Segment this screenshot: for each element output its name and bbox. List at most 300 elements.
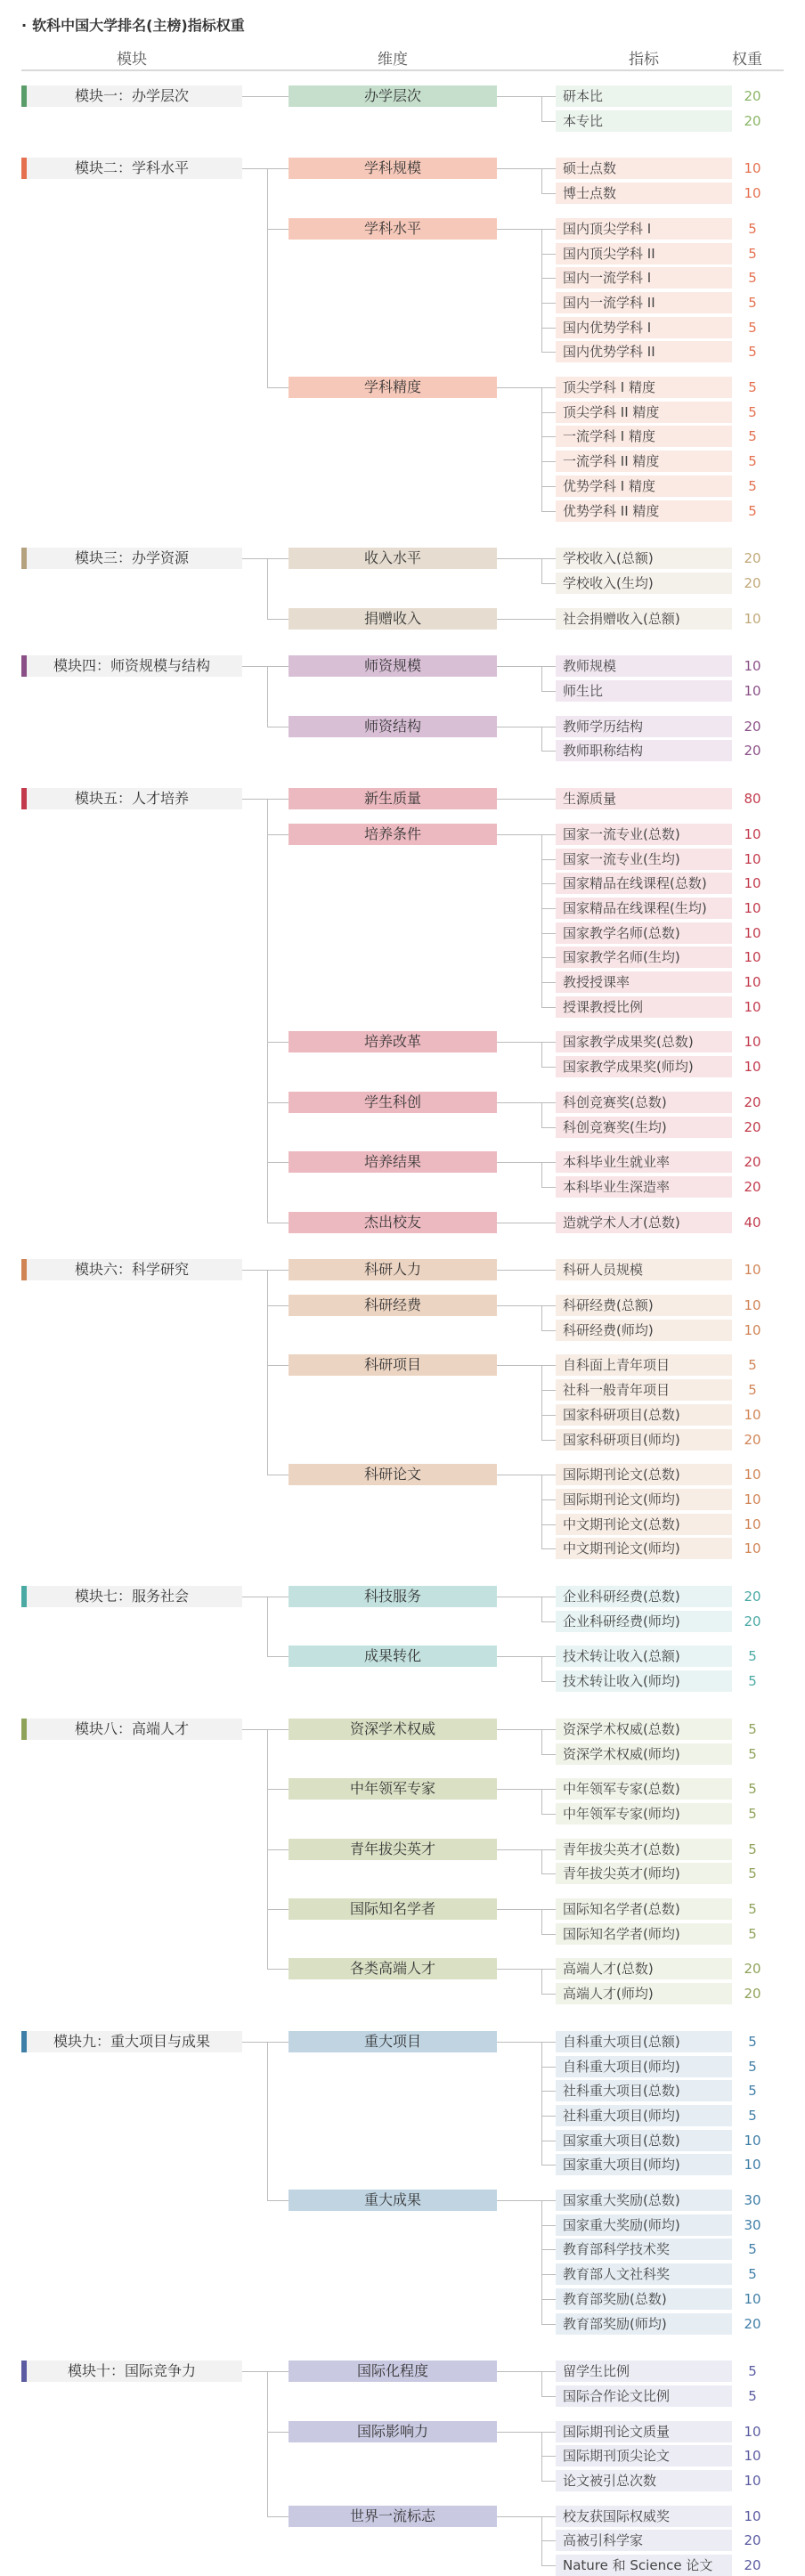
header-indicator: 指标 xyxy=(629,51,659,69)
indicator-branch xyxy=(541,511,556,512)
header-divider xyxy=(21,69,784,71)
weight-value: 20 xyxy=(744,2557,761,2574)
dimension-label: 中年领军专家 xyxy=(289,1778,497,1800)
indicator-spine xyxy=(541,666,542,692)
dimension-branch xyxy=(267,1969,289,1970)
dimension-branch xyxy=(267,1789,289,1790)
indicator-label: 教师职称结构 xyxy=(556,740,732,761)
indicator-label: 国家教学名师(生均) xyxy=(556,947,732,968)
indicator-branch xyxy=(541,2456,556,2457)
indicator-label: 自科面上青年项目 xyxy=(556,1354,732,1376)
indicator-branch xyxy=(541,2116,556,2117)
indicator-label: 国家科研项目(师均) xyxy=(556,1429,732,1451)
dim-connector xyxy=(497,168,541,169)
indicator-branch xyxy=(541,2540,556,2541)
indicator-branch xyxy=(541,1681,556,1682)
indicator-label: 科创竞赛奖(总数) xyxy=(556,1092,732,1113)
dimension-label: 师资规模 xyxy=(289,655,497,677)
indicator-label: 师生比 xyxy=(556,680,732,702)
indicator-branch xyxy=(541,1499,556,1500)
weight-value: 10 xyxy=(744,610,761,627)
dimension-label: 培养结果 xyxy=(289,1151,497,1173)
weight-value: 5 xyxy=(748,344,757,361)
weight-value: 5 xyxy=(748,1648,757,1665)
weight-value: 20 xyxy=(744,574,761,591)
indicator-label: 中年领军专家(总数) xyxy=(556,1778,732,1800)
indicator-label: 国家教学成果奖(师均) xyxy=(556,1056,732,1077)
module-connector xyxy=(242,1729,267,1730)
indicator-label: 教师规模 xyxy=(556,655,732,677)
dimension-label: 学科规模 xyxy=(289,158,497,179)
indicator-label: 顶尖学科 I 精度 xyxy=(556,377,732,398)
weight-value: 5 xyxy=(748,1841,757,1857)
module-label: 模块七：服务社会 xyxy=(21,1586,242,1607)
indicator-label: Nature 和 Science 论文 xyxy=(556,2555,732,2576)
dim-connector xyxy=(497,1365,541,1366)
indicator-branch xyxy=(541,2481,556,2482)
module-color-bar xyxy=(21,85,27,107)
dim-connector xyxy=(497,834,541,835)
weight-value: 10 xyxy=(744,2423,761,2440)
indicator-spine xyxy=(541,558,542,584)
weight-value: 10 xyxy=(744,2473,761,2489)
module-color-bar xyxy=(21,2031,27,2052)
indicator-label: 国际期刊论文(总数) xyxy=(556,1464,732,1485)
indicator-branch xyxy=(541,1415,556,1416)
weight-value: 20 xyxy=(744,1154,761,1171)
weight-value: 10 xyxy=(744,949,761,966)
dim-connector xyxy=(497,666,541,667)
indicator-branch xyxy=(541,1754,556,1755)
indicator-branch xyxy=(541,168,556,169)
dimension-label: 青年拔尖英才 xyxy=(289,1839,497,1860)
indicator-branch xyxy=(541,352,556,353)
dimension-label: 科研论文 xyxy=(289,1464,497,1485)
indicator-label: 科研人员规模 xyxy=(556,1259,732,1280)
dim-connector xyxy=(497,2042,541,2043)
indicator-branch xyxy=(541,1814,556,1815)
indicator-label: 国内一流学科 II xyxy=(556,292,732,313)
weight-value: 5 xyxy=(748,1673,757,1690)
dimension-branch xyxy=(267,168,289,169)
indicator-branch xyxy=(541,1873,556,1874)
weight-value: 10 xyxy=(744,924,761,941)
indicator-label: 一流学科 II 精度 xyxy=(556,451,732,472)
dimension-label: 重大项目 xyxy=(289,2031,497,2052)
weight-value: 20 xyxy=(744,1178,761,1195)
indicator-label: 中年领军专家(师均) xyxy=(556,1803,732,1824)
dimension-label: 科研项目 xyxy=(289,1354,497,1376)
dimension-branch xyxy=(267,2042,289,2043)
module-color-bar xyxy=(21,655,27,677)
indicator-branch xyxy=(541,2432,556,2433)
indicator-spine xyxy=(541,1656,542,1682)
indicator-label: 教育部科学技术奖 xyxy=(556,2239,732,2260)
weight-value: 20 xyxy=(744,88,761,104)
indicator-branch xyxy=(541,2565,556,2566)
indicator-label: 国内优势学科 I xyxy=(556,317,732,338)
indicator-branch xyxy=(541,2324,556,2325)
dimension-branch xyxy=(267,1042,289,1043)
indicator-spine xyxy=(541,229,542,353)
dim-connector xyxy=(497,96,541,97)
dimension-branch xyxy=(267,799,289,800)
dimension-branch xyxy=(267,666,289,667)
indicator-label: 高端人才(师均) xyxy=(556,1983,732,2004)
indicator-label: 教育部人文社科奖 xyxy=(556,2263,732,2285)
indicator-spine xyxy=(541,1597,542,1622)
weight-value: 20 xyxy=(744,1613,761,1629)
indicator-label: 顶尖学科 II 精度 xyxy=(556,402,732,423)
header-module: 模块 xyxy=(117,51,147,69)
weight-value: 30 xyxy=(744,2192,761,2208)
indicator-spine xyxy=(541,2042,542,2166)
dim-connector xyxy=(497,1656,541,1657)
indicator-branch xyxy=(541,1127,556,1128)
dimension-label: 杰出校友 xyxy=(289,1212,497,1233)
module-color-bar xyxy=(21,2361,27,2382)
indicator-branch xyxy=(541,883,556,884)
weight-value: 5 xyxy=(748,1865,757,1882)
indicator-branch xyxy=(541,691,556,692)
indicator-branch xyxy=(541,121,556,122)
dimension-label: 国际知名学者 xyxy=(289,1898,497,1920)
dim-connector xyxy=(497,1789,541,1790)
weight-value: 5 xyxy=(748,2241,757,2258)
dimension-branch xyxy=(267,387,289,388)
indicator-branch xyxy=(541,412,556,413)
weight-value: 5 xyxy=(748,319,757,336)
indicator-branch xyxy=(541,1909,556,1910)
weight-value: 5 xyxy=(748,477,757,494)
indicator-branch xyxy=(541,908,556,909)
dimension-label: 师资结构 xyxy=(289,716,497,737)
dimension-spine xyxy=(267,1597,268,1657)
dim-connector xyxy=(497,1270,541,1271)
indicator-branch xyxy=(541,96,556,97)
dim-connector xyxy=(497,387,541,388)
indicator-label: 国家精品在线课程(生均) xyxy=(556,898,732,919)
dimension-branch xyxy=(267,1102,289,1103)
indicator-spine xyxy=(541,1305,542,1331)
dimension-branch xyxy=(267,1365,289,1366)
indicator-label: 科研经费(师均) xyxy=(556,1320,732,1341)
weight-value: 40 xyxy=(744,1214,761,1231)
indicator-branch xyxy=(541,2225,556,2226)
indicator-label: 企业科研经费(师均) xyxy=(556,1611,732,1632)
indicator-branch xyxy=(541,982,556,983)
indicator-spine xyxy=(541,1849,542,1875)
weight-value: 5 xyxy=(748,1781,757,1798)
weight-value: 10 xyxy=(744,1262,761,1279)
module-label: 模块一：办学层次 xyxy=(21,85,242,107)
indicator-spine xyxy=(541,1909,542,1935)
weight-value: 10 xyxy=(744,974,761,990)
indicator-label: 国家教学名师(总数) xyxy=(556,922,732,944)
weight-value: 20 xyxy=(744,1589,761,1605)
indicator-branch xyxy=(541,751,556,752)
indicator-label: 技术转让收入(总额) xyxy=(556,1646,732,1667)
weight-value: 20 xyxy=(744,550,761,567)
indicator-branch xyxy=(541,1729,556,1730)
module-connector xyxy=(242,558,267,559)
dim-connector xyxy=(497,1729,541,1730)
weight-value: 5 xyxy=(748,379,757,395)
indicator-label: 国家一流专业(总数) xyxy=(556,824,732,845)
indicator-spine xyxy=(541,1969,542,1995)
module-label: 模块四：师资规模与结构 xyxy=(21,655,242,677)
module-connector xyxy=(242,96,267,97)
dimension-branch xyxy=(267,96,289,97)
weight-value: 20 xyxy=(744,1961,761,1978)
indicator-branch xyxy=(541,1330,556,1331)
indicator-branch xyxy=(541,1994,556,1995)
dimension-spine xyxy=(267,2371,268,2517)
indicator-branch xyxy=(541,799,556,800)
weight-value: 5 xyxy=(748,1382,757,1399)
weight-value: 10 xyxy=(744,658,761,675)
dim-connector xyxy=(497,1305,541,1306)
indicator-label: 教师学历结构 xyxy=(556,716,732,737)
indicator-label: 国家一流专业(生均) xyxy=(556,849,732,870)
dimension-branch xyxy=(267,1849,289,1850)
indicator-label: 中文期刊论文(师均) xyxy=(556,1538,732,1559)
indicator-branch xyxy=(541,1187,556,1188)
indicator-label: 国际知名学者(总数) xyxy=(556,1898,732,1920)
module-color-bar xyxy=(21,1586,27,1607)
indicator-label: 国家重大奖励(师均) xyxy=(556,2214,732,2236)
dimension-branch xyxy=(267,834,289,835)
indicator-label: 博士点数 xyxy=(556,183,732,204)
weight-value: 5 xyxy=(748,403,757,420)
indicator-label: 国家重大奖励(总数) xyxy=(556,2190,732,2211)
weight-value: 10 xyxy=(744,1321,761,1338)
indicator-branch xyxy=(541,957,556,958)
indicator-branch xyxy=(541,2299,556,2300)
indicator-branch xyxy=(541,933,556,934)
dimension-spine xyxy=(267,666,268,727)
indicator-branch xyxy=(541,834,556,835)
indicator-branch xyxy=(541,1524,556,1525)
dimension-branch xyxy=(267,229,289,230)
indicator-branch xyxy=(541,1270,556,1271)
indicator-label: 自科重大项目(师均) xyxy=(556,2056,732,2077)
weight-value: 10 xyxy=(744,850,761,867)
indicator-branch xyxy=(541,1390,556,1391)
weight-value: 10 xyxy=(744,1406,761,1423)
dimension-label: 世界一流标志 xyxy=(289,2506,497,2527)
page-title xyxy=(21,14,245,35)
weight-value: 10 xyxy=(744,160,761,177)
dimension-label: 办学层次 xyxy=(289,85,497,107)
indicator-branch xyxy=(541,387,556,388)
dim-connector xyxy=(497,2200,541,2201)
indicator-label: 教授授课率 xyxy=(556,971,732,993)
dimension-label: 各类高端人才 xyxy=(289,1958,497,1979)
indicator-branch xyxy=(541,2396,556,2397)
indicator-spine xyxy=(541,2200,542,2325)
indicator-branch xyxy=(541,558,556,559)
indicator-branch xyxy=(541,2249,556,2250)
indicator-label: 国内一流学科 I xyxy=(556,267,732,288)
module-color-bar xyxy=(21,788,27,809)
dimension-branch xyxy=(267,619,289,620)
module-connector xyxy=(242,2042,267,2043)
dimension-label: 收入水平 xyxy=(289,548,497,569)
indicator-branch xyxy=(541,2200,556,2201)
weight-value: 5 xyxy=(748,2107,757,2124)
indicator-spine xyxy=(541,727,542,752)
weight-value: 10 xyxy=(744,2448,761,2465)
indicator-spine xyxy=(541,1162,542,1188)
weight-value: 10 xyxy=(744,1059,761,1076)
weight-value: 30 xyxy=(744,2216,761,2233)
weight-value: 10 xyxy=(744,185,761,202)
indicator-label: 国际期刊论文(师均) xyxy=(556,1489,732,1510)
dim-connector xyxy=(497,619,541,620)
indicator-label: 造就学术人才(总数) xyxy=(556,1212,732,1233)
indicator-label: 优势学科 I 精度 xyxy=(556,475,732,497)
dimension-branch xyxy=(267,1729,289,1730)
weight-value: 10 xyxy=(744,1467,761,1483)
indicator-label: 论文被引总次数 xyxy=(556,2470,732,2491)
weight-value: 20 xyxy=(744,743,761,760)
page-title-text: 软科中国大学排名(主榜)指标权重 xyxy=(32,17,245,34)
indicator-spine xyxy=(541,168,542,194)
weight-value: 20 xyxy=(744,1431,761,1448)
weight-value: 5 xyxy=(748,245,757,262)
dimension-label: 资深学术权威 xyxy=(289,1719,497,1740)
indicator-label: 社科一般青年项目 xyxy=(556,1379,732,1401)
dimension-label: 新生质量 xyxy=(289,788,497,809)
dimension-branch xyxy=(267,1305,289,1306)
indicator-branch xyxy=(541,1969,556,1970)
dimension-label: 捐赠收入 xyxy=(289,608,497,630)
weight-value: 10 xyxy=(744,998,761,1015)
dim-connector xyxy=(497,799,541,800)
indicator-label: 资深学术权威(师均) xyxy=(556,1743,732,1765)
indicator-branch xyxy=(541,1621,556,1622)
indicator-label: 青年拔尖英才(师均) xyxy=(556,1863,732,1884)
weight-value: 10 xyxy=(744,2132,761,2149)
indicator-label: 企业科研经费(总数) xyxy=(556,1586,732,1607)
indicator-branch xyxy=(541,1007,556,1008)
dim-connector xyxy=(497,1102,541,1103)
weight-value: 5 xyxy=(748,502,757,519)
indicator-branch xyxy=(541,328,556,329)
dim-connector xyxy=(497,558,541,559)
weight-value: 10 xyxy=(744,1491,761,1507)
indicator-branch xyxy=(541,1305,556,1306)
header-dimension: 维度 xyxy=(378,51,408,69)
module-label: 模块二：学科水平 xyxy=(21,158,242,179)
dim-connector xyxy=(497,1909,541,1910)
indicator-label: 硕士点数 xyxy=(556,158,732,179)
indicator-branch xyxy=(541,2371,556,2372)
weight-value: 5 xyxy=(748,2058,757,2075)
indicator-branch xyxy=(541,1067,556,1068)
bullet-dot-icon: · xyxy=(21,17,28,34)
weight-value: 10 xyxy=(744,1034,761,1051)
indicator-label: 高端人才(总数) xyxy=(556,1958,732,1979)
module-connector xyxy=(242,2371,267,2372)
indicator-branch xyxy=(541,583,556,584)
indicator-branch xyxy=(541,254,556,255)
indicator-branch xyxy=(541,1656,556,1657)
indicator-branch xyxy=(541,486,556,487)
weight-value: 5 xyxy=(748,1745,757,1762)
weight-value: 10 xyxy=(744,825,761,842)
weight-value: 20 xyxy=(744,718,761,735)
indicator-label: 国内优势学科 II xyxy=(556,341,732,362)
indicator-branch xyxy=(541,229,556,230)
weight-value: 5 xyxy=(748,2266,757,2283)
indicator-branch xyxy=(541,666,556,667)
weight-value: 5 xyxy=(748,2387,757,2404)
indicator-label: 高被引科学家 xyxy=(556,2530,732,2551)
module-label: 模块十：国际竞争力 xyxy=(21,2361,242,2382)
indicator-label: 国家重大项目(总数) xyxy=(556,2130,732,2151)
weight-value: 5 xyxy=(748,1901,757,1917)
weight-value: 20 xyxy=(744,112,761,129)
dim-connector xyxy=(497,1162,541,1163)
indicator-branch xyxy=(541,1365,556,1366)
indicator-spine xyxy=(541,96,542,122)
indicator-branch xyxy=(541,2516,556,2517)
indicator-label: 国际知名学者(师均) xyxy=(556,1923,732,1945)
indicator-branch xyxy=(541,1102,556,1103)
indicator-label: 技术转让收入(师均) xyxy=(556,1670,732,1692)
dim-connector xyxy=(497,1849,541,1850)
weight-value: 20 xyxy=(744,1093,761,1110)
dimension-label: 学科精度 xyxy=(289,377,497,398)
dimension-branch xyxy=(267,1656,289,1657)
indicator-branch xyxy=(541,1849,556,1850)
weight-value: 5 xyxy=(748,2083,757,2100)
indicator-spine xyxy=(541,387,542,512)
indicator-branch xyxy=(541,436,556,437)
module-label: 模块八：高端人才 xyxy=(21,1719,242,1740)
indicator-label: 科创竞赛奖(生均) xyxy=(556,1117,732,1138)
weight-value: 10 xyxy=(744,1540,761,1557)
indicator-branch xyxy=(541,1548,556,1549)
dimension-label: 培养条件 xyxy=(289,824,497,845)
weight-value: 5 xyxy=(748,428,757,445)
dim-connector xyxy=(497,1042,541,1043)
weight-value: 20 xyxy=(744,2532,761,2549)
indicator-label: 学校收入(总额) xyxy=(556,548,732,569)
weight-value: 5 xyxy=(748,220,757,237)
module-label: 模块三：办学资源 xyxy=(21,548,242,569)
dimension-label: 科研经费 xyxy=(289,1295,497,1316)
module-connector xyxy=(242,799,267,800)
weight-value: 5 xyxy=(748,270,757,287)
dimension-branch xyxy=(267,1270,289,1271)
dimension-branch xyxy=(267,1909,289,1910)
dimension-label: 国际影响力 xyxy=(289,2421,497,2442)
indicator-label: 青年拔尖英才(总数) xyxy=(556,1839,732,1860)
weight-value: 5 xyxy=(748,1805,757,1822)
module-connector xyxy=(242,666,267,667)
dimension-label: 培养改革 xyxy=(289,1031,497,1052)
module-label: 模块六：科学研究 xyxy=(21,1259,242,1280)
dimension-spine xyxy=(267,558,268,619)
indicator-branch xyxy=(541,1440,556,1441)
indicator-label: 国家科研项目(总数) xyxy=(556,1404,732,1426)
weight-value: 10 xyxy=(744,1516,761,1532)
indicator-label: 研本比 xyxy=(556,85,732,107)
indicator-label: 自科重大项目(总额) xyxy=(556,2031,732,2052)
